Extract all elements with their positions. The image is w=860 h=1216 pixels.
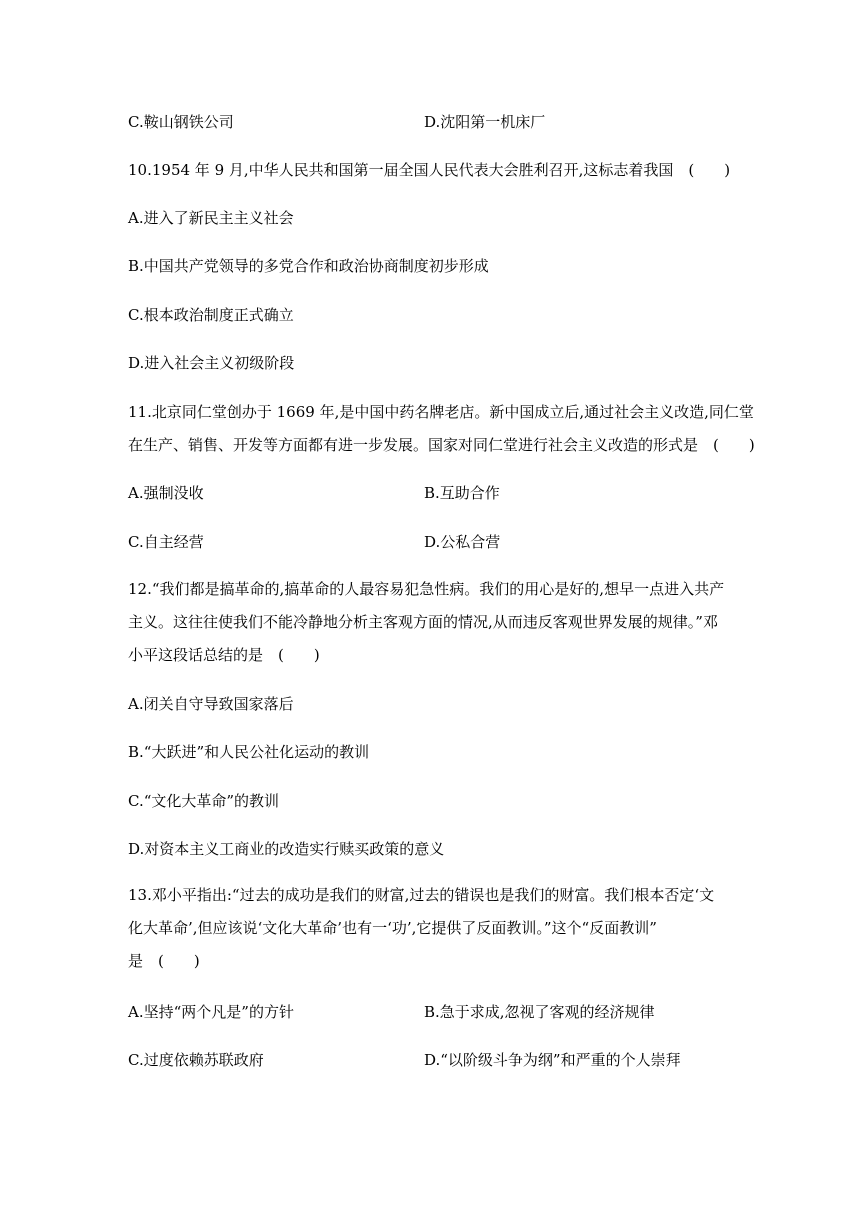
q11-option-d: D.公私合营 — [424, 533, 501, 551]
q12-stem-line1: 12.“我们都是搞革命的,搞革命的人最容易犯急性病。我们的用心是好的,想早一点进入共产 — [128, 580, 725, 598]
q13-option-a: A.坚持“两个凡是”的方针 — [128, 1003, 294, 1021]
q10-stem: 10.1954 年 9 月,中华人民共和国第一届全国人民代表大会胜利召开,这标志着我国 ( ) — [128, 161, 731, 179]
q10-option-a: A.进入了新民主主义社会 — [128, 209, 294, 227]
q12-option-c: C.“文化大革命”的教训 — [128, 792, 280, 810]
q13-option-c: C.过度依赖苏联政府 — [128, 1051, 264, 1069]
q12-option-d: D.对资本主义工商业的改造实行赎买政策的意义 — [128, 840, 445, 858]
q11-option-c: C.自主经营 — [128, 533, 204, 551]
q9-option-c: C.鞍山钢铁公司 — [128, 113, 234, 131]
q13-stem-line3: 是 ( ) — [128, 952, 200, 970]
q9-option-d: D.沈阳第一机床厂 — [424, 113, 546, 131]
q13-stem-line1: 13.邓小平指出:“过去的成功是我们的财富,过去的错误也是我们的财富。我们根本否定‘文 — [128, 886, 715, 904]
q12-option-b: B.“大跃进”和人民公社化运动的教训 — [128, 743, 370, 761]
q10-option-c: C.根本政治制度正式确立 — [128, 306, 294, 324]
q13-stem-line2: 化大革命’,但应该说‘文化大革命’也有一‘功’,它提供了反面教训。”这个“反面教训” — [128, 919, 657, 937]
q11-stem-line1: 11.北京同仁堂创办于 1669 年,是中国中药名牌老店。新中国成立后,通过社会主义改造,同仁堂 — [128, 403, 754, 421]
q11-option-b: B.互助合作 — [424, 484, 500, 502]
q12-stem-line2: 主义。这往往使我们不能冷静地分析主客观方面的情况,从而违反客观世界发展的规律。”邓 — [128, 613, 718, 631]
q10-option-b: B.中国共产党领导的多党合作和政治协商制度初步形成 — [128, 257, 489, 275]
q12-stem-line3: 小平这段话总结的是 ( ) — [128, 646, 320, 664]
q12-option-a: A.闭关自守导致国家落后 — [128, 695, 294, 713]
q11-stem-line2: 在生产、销售、开发等方面都有进一步发展。国家对同仁堂进行社会主义改造的形式是 ( ) — [128, 436, 755, 454]
q13-option-d: D.“以阶级斗争为纲”和严重的个人崇拜 — [424, 1051, 681, 1069]
q11-option-a: A.强制没收 — [128, 484, 204, 502]
q10-option-d: D.进入社会主义初级阶段 — [128, 354, 295, 372]
q13-option-b: B.急于求成,忽视了客观的经济规律 — [424, 1003, 655, 1021]
